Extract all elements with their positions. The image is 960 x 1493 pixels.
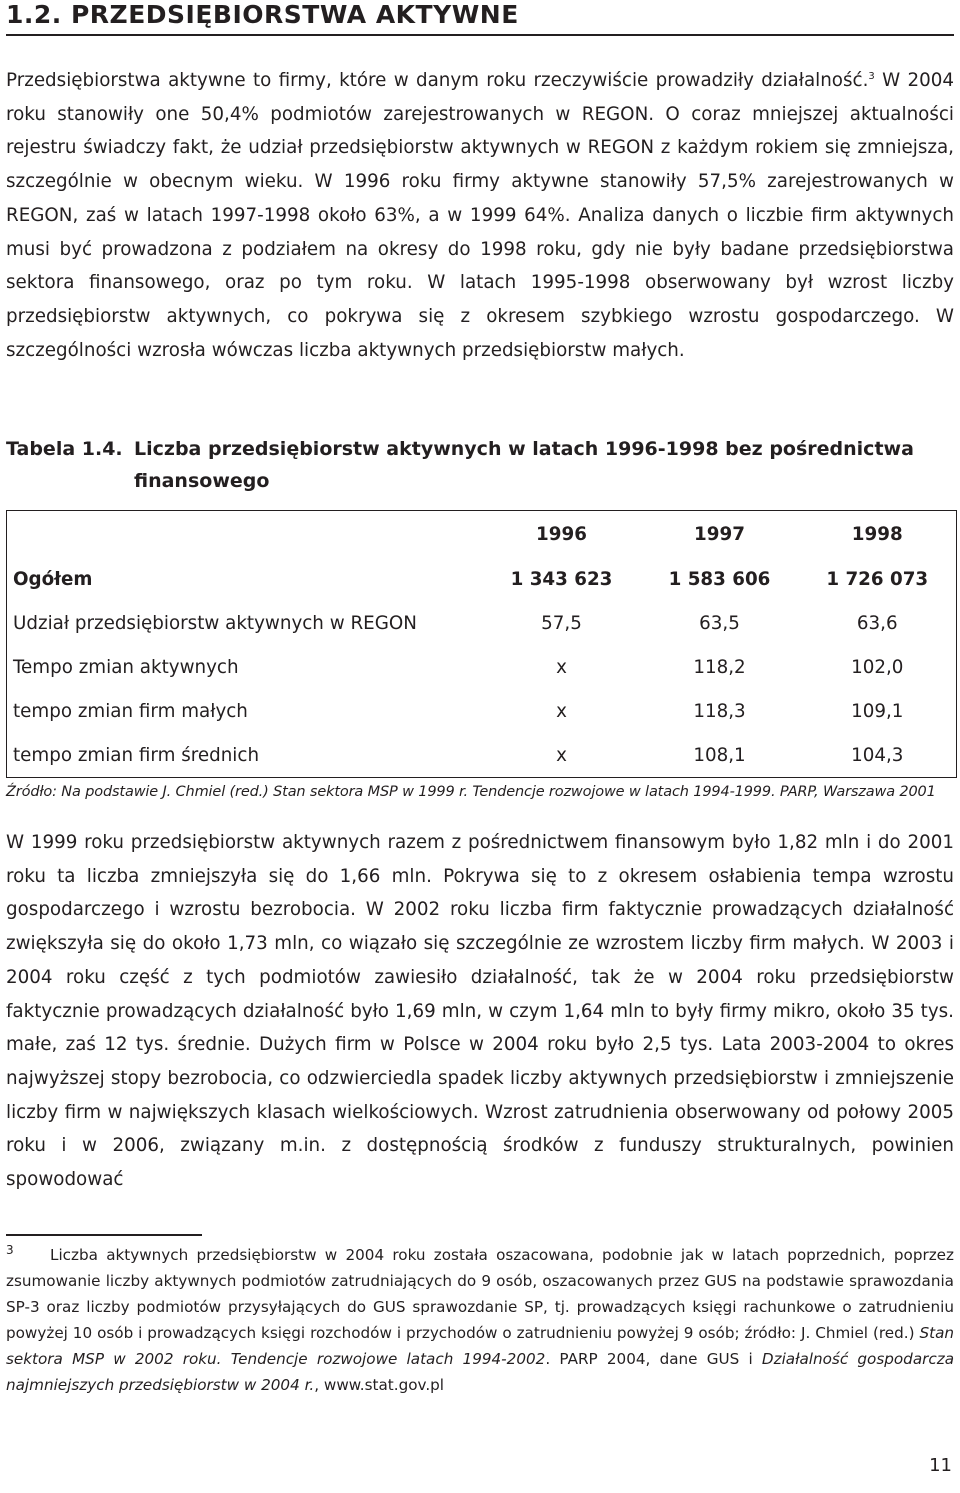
row-value: x <box>556 744 567 766</box>
row-label: Ogółem <box>13 568 93 590</box>
page-number: 11 <box>929 1455 952 1476</box>
row-value: 1 583 606 <box>668 568 771 590</box>
table-label: Tabela 1.4. <box>6 438 123 460</box>
table-header-row <box>7 511 957 558</box>
header-year: 1997 <box>694 523 745 545</box>
row-value: 57,5 <box>541 612 582 634</box>
row-value: 1 343 623 <box>510 568 613 590</box>
active-enterprises-table <box>6 510 957 778</box>
row-value: 102,0 <box>851 656 904 678</box>
body-paragraph: W 1999 roku przedsiębiorstw aktywnych razem z pośrednictwem finansowym było 1,82 mln i do 2001 roku ta liczba zmniejszyła się do 1,66 mln. Pokrywa się to z okresem osłabienia tempa wzrostu gospodarczego i wzrostu bezrobocia. W 2002 roku liczba firm faktycznie prowadzących działalność zwiększyła się do około 1,73 mln, co wiązało się szczególnie ze wzrostem liczby firm małych. W 2003 i 2004 roku część z tych podmiotów zawiesiło działalność, tak że w 2004 roku przedsiębiorstw faktycznie prowadzących działalność było 1,69 mln, w czym 1,64 mln to były firmy mikro, około 35 tys. małe, zaś 12 tys. średnie. Dużych firm w Polsce w 2004 roku było 2,5 tys. Lata 2003-2004 to okres najwyższej stopy bezrobocia, co odzwierciedla spadek liczby aktywnych przedsiębiorstw i zmniejszenie liczby firm w największych klasach wielkościowych. Wzrost zatrudnienia obserwowany od połowy 2005 roku i w 2006, związany m.in. z dostępnością środków z funduszy strukturalnych, powinien spowodować <box>6 832 954 1191</box>
footnote-separator <box>6 1234 202 1236</box>
row-value: 1 726 073 <box>826 568 929 590</box>
row-value: x <box>556 656 567 678</box>
header-year: 1998 <box>851 523 903 545</box>
footnote-reference[interactable]: 3 <box>868 71 875 82</box>
row-label: tempo zmian firm małych <box>13 700 248 722</box>
row-label: Tempo zmian aktywnych <box>13 656 239 678</box>
intro-paragraph <box>6 64 954 367</box>
table-row <box>7 733 957 778</box>
footnote-text: . PARP 2004, dane GUS i <box>545 1350 762 1368</box>
row-value: 108,1 <box>693 744 746 766</box>
row-value: 63,6 <box>856 612 898 634</box>
footnote-cited-title: Stan sektora MSP w 2002 roku. Tendencje rozwojowe latach 1994-2002 <box>6 1324 954 1368</box>
row-value: 109,1 <box>851 700 904 722</box>
intro-text-part1: Przedsiębiorstwa aktywne to firmy, które w danym roku rzeczywiście prowadziły działalność. <box>6 70 869 91</box>
row-value: 63,5 <box>699 612 740 634</box>
header-empty-cell <box>7 511 483 558</box>
row-value: 118,2 <box>693 656 746 678</box>
table-row <box>7 557 957 601</box>
footnote: 3 Liczba aktywnych przedsiębiorstw w 2004 roku została oszacowana, podobnie jak w latach poprzednich, poprzez zsumowanie liczby aktywnych podmiotów zatrudniających do 9 osób, oszacowanych przez GUS na podstawie sprawozdania SP-3 oraz liczby podmiotów przysyłających do GUS sprawozdanie SP, tj. prowadzących księgi rachunkowe o zatrudnieniu powyżej 10 osób i prowadzących księgi rozchodów i przychodów o zatrudnieniu powyżej 9 osób; źródło: J. Chmiel (red.) Stan sektora MSP w 2002 roku. Tendencje rozwojowe latach 1994-2002. PARP 2004, dane GUS i Działalność gospodarcza najmniejszych przedsiębiorstw w 2004 r., www.stat.gov.pl <box>6 1243 955 1394</box>
table-row <box>7 601 957 645</box>
row-value: 118,3 <box>693 700 746 722</box>
heading-underline <box>6 34 954 36</box>
footnote-text: Liczba aktywnych przedsiębiorstw w 2004 roku została oszacowana, podobnie jak w latach poprzednich, poprzez zsumowanie liczby aktywnych podmiotów zatrudniających do 9 osób, oszacowanych przez GUS na podstawie sprawozdania SP-3 oraz liczby podmiotów przysyłających do GUS sprawozdanie SP, tj. prowadzących księgi rachunkowe o zatrudnieniu powyżej 10 osób i prowadzących księgi rozchodów i przychodów o zatrudnieniu powyżej 9 osób; źródło: J. Chmiel (red.) <box>6 1246 954 1342</box>
table-row <box>7 689 957 733</box>
row-value: x <box>556 700 567 722</box>
intro-text-part2: W 2004 roku stanowiły one 50,4% podmiotów zarejestrowanych w REGON. O coraz mniejszej aktualności rejestru świadczy fakt, że udział przedsiębiorstw aktywnych w REGON z każdym rokiem się zmniejsza, szczególnie w obecnym wieku. W 1996 roku firmy aktywne stanowiły 57,5% zarejestrowanych w REGON, zaś w latach 1997-1998 około 63%, a w 1999 64%. Analiza danych o liczbie firm aktywnych musi być prowadzona z podziałem na okresy do 1998 roku, gdy nie były badane przedsiębiorstwa sektora finansowego, oraz po tym roku. W latach 1995-1998 obserwowany był wzrost liczby przedsiębiorstw aktywnych, co pokrywa się z okresem szybkiego wzrostu gospodarczego. W szczególności wzrosła wówczas liczba aktywnych przedsiębiorstw małych. <box>6 70 954 361</box>
table-row <box>7 645 957 689</box>
row-label: tempo zmian firm średnich <box>13 744 260 766</box>
table-title: Liczba przedsiębiorstw aktywnych w latach 1996-1998 bez pośrednictwa finansowego <box>134 438 914 492</box>
row-label: Udział przedsiębiorstw aktywnych w REGON <box>13 612 417 634</box>
header-year: 1996 <box>536 523 587 545</box>
footnote-cited-title: Działalność gospodarcza najmniejszych przedsiębiorstw w 2004 r. <box>6 1350 955 1394</box>
footnote-url: , www.stat.gov.pl <box>314 1376 445 1394</box>
row-value: 104,3 <box>851 744 904 766</box>
section-heading: 1.2. PRZEDSIĘBIORSTWA AKTYWNE <box>6 0 519 29</box>
table-source-note: Źródło: Na podstawie J. Chmiel (red.) Stan sektora MSP w 1999 r. Tendencje rozwojowe w latach 1994-1999. PARP, Warszawa 2001 <box>6 784 936 800</box>
